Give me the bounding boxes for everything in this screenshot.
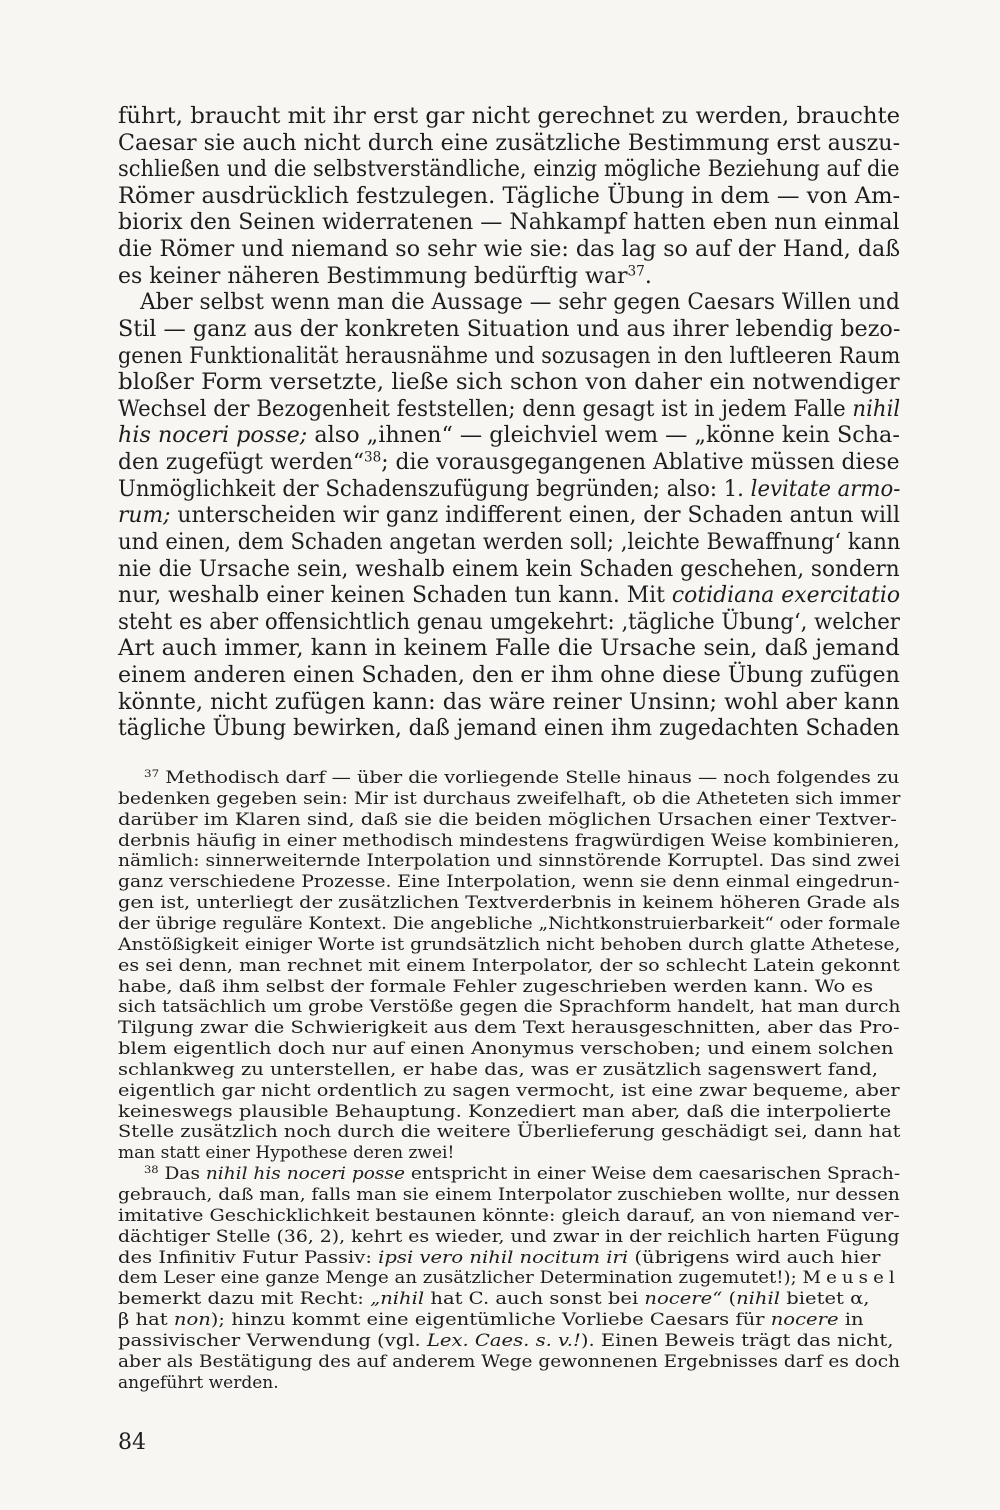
text-segment: Art auch immer, kann in keinem Falle die Ursache sein, daß jemand [118, 636, 900, 662]
text-segment: schließen und die selbstverständliche, einzig mögliche Beziehung auf die [118, 157, 900, 183]
text-line [118, 530, 900, 556]
text-line [118, 557, 900, 583]
text-line [118, 1248, 880, 1269]
text-line [118, 716, 900, 742]
italic-text: nihil [852, 396, 901, 422]
text-segment: nie die Ursache sein, weshalb einem kein Schaden geschehen, sondern [118, 556, 900, 582]
text-line [118, 610, 900, 636]
italic-text: his noceri posse; [118, 423, 308, 449]
text-line [118, 690, 900, 716]
text-segment: biorix den Seinen widerratenen — Nahkampf hatten eben nun einmal [118, 210, 900, 236]
text-line [118, 344, 900, 370]
text-segment: blem eigentlich doch nur auf einen Anonymus verschoben; und einem solchen [118, 1039, 894, 1060]
text-line [118, 503, 900, 529]
text-segment: Stelle zusätzlich noch durch die weitere Überlieferung geschädigt sei, dann hat [118, 1122, 901, 1143]
text-segment: ; die vorausgegangenen Ablative müssen diese [381, 450, 900, 476]
text-line [118, 1268, 900, 1289]
italic-text: nocere“ [644, 1289, 723, 1310]
text-segment: Römer ausdrücklich festzulegen. Tägliche Übung in dem — von Am- [118, 183, 901, 209]
text-line [118, 997, 900, 1018]
text-line [118, 1185, 900, 1206]
text-segment: Unmöglichkeit der Schadenszufügung begründen; also: 1. [118, 476, 751, 502]
text-segment: Caesar sie auch nicht durch eine zusätzliche Bestimmung erst auszu- [118, 130, 901, 156]
italic-text: ipsi vero nihil nocitum iri [378, 1247, 629, 1268]
text-segment: man statt einer Hypothese deren zwei! [118, 1143, 455, 1164]
text-segment: dächtiger Stelle (36, 2), kehrt es wieder, und zwar in der reichlich harten Fügung [118, 1226, 900, 1247]
text-segment: nur, weshalb einer keinen Schaden tun kann. Mit [118, 583, 672, 609]
italic-text: levitate armo- [750, 476, 901, 502]
text-segment: Methodisch darf — über die vorliegende Stelle hinaus — noch folgendes zu [159, 768, 900, 788]
text-line [118, 477, 900, 503]
text-segment: darüber im Klaren sind, daß sie die beiden möglichen Ursachen einer Textver- [118, 809, 897, 830]
text-line [118, 1310, 864, 1331]
text-segment: aber als Bestätigung des auf anderem Wege gewonnenen Ergebnisses darf es doch [118, 1351, 901, 1372]
text-line [118, 264, 652, 290]
text-line [118, 977, 873, 998]
text-segment: Wechsel der Bezogenheit feststellen; denn gesagt ist in jedem Falle [118, 396, 853, 422]
text-segment: einem anderen einen Schaden, den er ihm ohne diese Übung zufügen [118, 663, 900, 689]
text-line [118, 131, 900, 157]
text-segment: Anstößigkeit einiger Worte ist grundsätzlich nicht behoben durch glatte Athetese, [118, 934, 901, 955]
text-line [118, 184, 900, 210]
text-segment: also „ihnen“ — gleichviel wem — „könne kein Scha- [307, 423, 900, 449]
text-line [118, 210, 900, 236]
text-segment: ganz verschiedene Prozesse. Eine Interpolation, wenn sie denn einmal eingedrun- [118, 872, 900, 893]
text-segment: den zugefügt werden“ [118, 450, 365, 476]
text-segment: gebrauch, daß man, falls man sie einem Interpolator zuschieben wollte, nur dessen [118, 1185, 900, 1205]
text-segment: ); hinzu kommt eine eigentümliche Vorliebe Caesars für [210, 1310, 771, 1331]
text-segment: schlankweg zu unterstellen, er habe das, was er zusätzlich sagenswert fand, [118, 1059, 878, 1080]
text-line [118, 1331, 893, 1352]
text-segment: Tilgung zwar die Schwierigkeit aus dem Text herausgeschnitten, aber das Pro- [118, 1018, 900, 1039]
author-name: Meusel [802, 1268, 900, 1289]
text-segment: passivischer Verwendung (vgl. [118, 1330, 427, 1351]
text-line [118, 935, 901, 956]
italic-text: nocere [770, 1310, 839, 1331]
italic-text: nihil his noceri posse [205, 1164, 405, 1185]
text-line [118, 663, 900, 689]
text-line [118, 370, 900, 396]
text-segment: die Römer und niemand so sehr wie sie: das lag so auf der Hand, daß [118, 237, 901, 263]
text-segment: in [838, 1310, 864, 1331]
text-segment: (übrigens wird auch hier [628, 1247, 881, 1268]
text-line [118, 872, 900, 893]
text-line [118, 1143, 454, 1164]
text-segment: β hat [118, 1310, 174, 1331]
text-line [118, 1102, 891, 1123]
text-line [118, 1289, 870, 1310]
text-segment: nämlich: sinnerweiternde Interpolation und sinnstörende Korruptel. Das sind zwei [118, 851, 901, 872]
text-line [118, 397, 900, 423]
text-segment: bloßer Form versetzte, ließe sich schon von daher ein notwendiger [118, 370, 900, 396]
text-segment: entspricht in einer Weise dem caesarischen Sprach- [404, 1164, 901, 1185]
text-line [118, 1227, 900, 1248]
text-segment: Stil — ganz aus der konkreten Situation und aus ihrer lebendig bezo- [118, 316, 901, 342]
italic-text: „nihil [370, 1289, 425, 1310]
text-segment: gen ist, unterliegt der zusätzlichen Textverderbnis in keinem höheren Grade als [118, 893, 900, 914]
text-segment: des Infinitiv Futur Passiv: [118, 1247, 379, 1268]
text-line [118, 583, 900, 609]
text-segment: bedenken gegeben sein: Mir ist durchaus zweifelhaft, ob die Atheteten sich immer [118, 788, 901, 809]
page-number: 84 [118, 1430, 146, 1455]
italic-text: nihil [736, 1289, 781, 1310]
text-segment: ( [722, 1289, 737, 1310]
text-line [118, 1352, 900, 1373]
text-line [118, 789, 900, 810]
text-line [118, 1206, 900, 1227]
text-segment: derbnis häufig in einer methodisch mindestens fragwürdigen Weise kombinieren, [118, 830, 900, 851]
text-line [118, 1018, 900, 1039]
text-segment: ). Einen Beweis trägt das nicht, [580, 1330, 894, 1351]
text-line [118, 956, 900, 977]
italic-text: cotidiana exercitatio [671, 583, 901, 609]
text-line [140, 290, 900, 316]
text-segment: tägliche Übung bewirken, daß jemand einen ihm zugedachten Schaden [118, 716, 900, 742]
text-line [118, 237, 900, 263]
text-segment: es sei denn, man rechnet mit einem Interpolator, der so schlecht Latein gekonnt [118, 955, 900, 976]
italic-text: rum; [118, 503, 171, 529]
text-segment: imitative Geschicklichkeit bestaunen könnte: gleich darauf, an von niemand ver- [118, 1205, 900, 1226]
text-segment: hat C. auch sonst bei [424, 1289, 645, 1310]
text-segment: eigentlich gar nicht ordentlich zu sagen vermocht, ist eine zwar bequeme, aber [118, 1080, 900, 1101]
text-line [118, 914, 900, 935]
text-line [118, 1122, 900, 1143]
text-line [144, 1164, 900, 1185]
text-segment: bemerkt dazu mit Recht: [118, 1289, 371, 1310]
text-segment: und einen, dem Schaden angetan werden soll; ‚leichte Bewaffnung‘ kann [118, 529, 901, 555]
text-line [118, 831, 900, 852]
text-segment: Das [158, 1164, 206, 1185]
text-line [118, 893, 900, 914]
text-segment: Aber selbst wenn man die Aussage — sehr gegen Caesars Willen und [140, 290, 900, 316]
text-line [118, 1060, 878, 1081]
text-segment: habe, daß ihm selbst der formale Fehler zugeschrieben werden kann. Wo es [118, 976, 874, 997]
text-segment: angeführt werden. [118, 1372, 279, 1393]
text-line [118, 157, 900, 183]
text-line [118, 317, 900, 343]
text-line [118, 1373, 279, 1394]
footnote-marker: 38 [144, 1164, 159, 1177]
italic-text: Lex. Caes. s. v.! [426, 1330, 581, 1351]
text-line [118, 851, 900, 872]
text-segment: genen Funktionalität herausnähme und sozusagen in den luftleeren Raum [118, 343, 901, 369]
text-segment: unterscheiden wir ganz indifferent einen, der Schaden antun will [170, 503, 900, 529]
text-segment: . [644, 263, 652, 289]
text-line [118, 104, 900, 130]
footnote-marker: 37 [627, 263, 645, 280]
text-segment: steht es aber offensichtlich genau umgekehrt: ‚tägliche Übung‘, welcher [118, 609, 900, 635]
text-segment: führt, braucht mit ihr erst gar nicht gerechnet zu werden, brauchte [118, 104, 901, 129]
text-segment: bietet α, [780, 1289, 870, 1310]
text-line [118, 1039, 894, 1060]
text-line [118, 636, 900, 662]
text-segment: es keiner näheren Bestimmung bedürftig war [118, 263, 628, 289]
footnote-marker: 37 [144, 768, 160, 781]
text-line [118, 1081, 900, 1102]
text-segment: könnte, nicht zufügen kann: das wäre reiner Unsinn; wohl aber kann [118, 689, 900, 715]
text-line [118, 423, 900, 449]
text-line [118, 450, 899, 476]
text-segment: sich tatsächlich um grobe Verstöße gegen die Sprachform handelt, hat man durch [118, 997, 901, 1018]
italic-text: non [173, 1310, 211, 1331]
text-line [118, 810, 897, 831]
footnote-marker: 38 [364, 449, 382, 466]
text-segment: keineswegs plausible Behauptung. Konzediert man aber, daß die interpolierte [118, 1101, 892, 1122]
text-segment: dem Leser eine ganze Menge an zusätzlicher Determination zugemutet!); [118, 1268, 803, 1289]
text-segment: der übrige reguläre Kontext. Die angebliche „Nichtkonstruierbarkeit“ oder formale [118, 913, 901, 934]
text-line [144, 768, 899, 789]
